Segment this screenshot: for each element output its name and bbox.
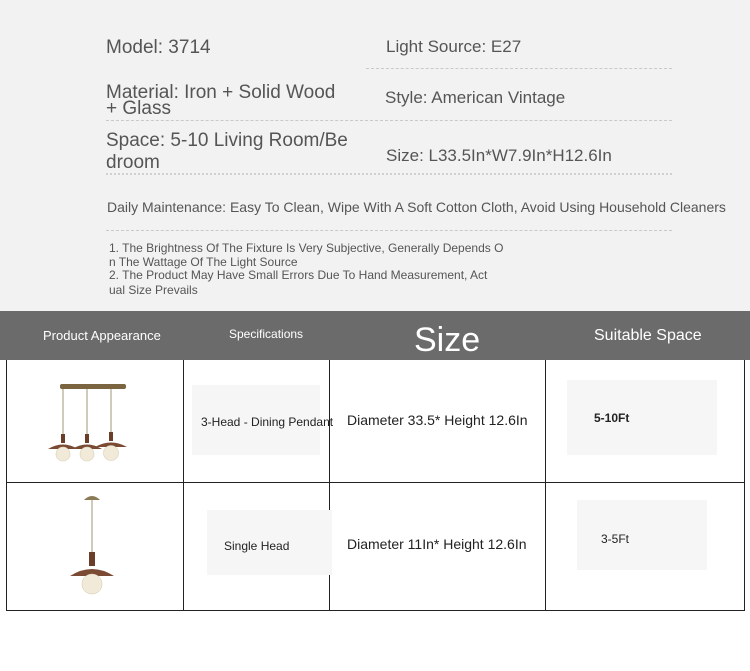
single-head-pendant-image xyxy=(62,492,122,600)
divider xyxy=(366,68,672,69)
row-divider xyxy=(7,482,744,483)
space-spec-line1: Space: 5-10 Living Room/Be xyxy=(106,130,348,151)
maintenance-spec: Daily Maintenance: Easy To Clean, Wipe With A Soft Cotton Cloth, Avoid Using Household Cleaners xyxy=(107,199,726,215)
divider xyxy=(106,173,672,175)
header-product-appearance: Product Appearance xyxy=(43,328,161,343)
cell-background xyxy=(577,500,707,570)
material-spec-line2: + Glass xyxy=(106,98,171,119)
note-line: 2. The Product May Have Small Errors Due To Hand Measurement, Act xyxy=(109,268,488,282)
size-spec: Size: L33.5In*W7.9In*H12.6In xyxy=(386,146,612,165)
note-line: 1. The Brightness Of The Fixture Is Very Subjective, Generally Depends O xyxy=(109,241,504,255)
divider xyxy=(106,120,672,121)
header-suitable-space: Suitable Space xyxy=(594,326,702,344)
table-header xyxy=(0,311,750,360)
header-specifications: Specifications xyxy=(229,326,304,341)
size-cell: Diameter 11In* Height 12.6In xyxy=(347,536,527,552)
space-cell: 3-5Ft xyxy=(601,532,630,546)
header-size: Size xyxy=(414,321,481,359)
style-spec: Style: American Vintage xyxy=(385,88,566,107)
space-cell: 5-10Ft xyxy=(594,411,630,425)
specs-panel xyxy=(0,0,750,311)
note-line: ual Size Prevails xyxy=(109,283,198,297)
space-spec-line2: droom xyxy=(106,152,160,173)
spec-cell: Single Head xyxy=(224,539,290,553)
size-cell: Diameter 33.5* Height 12.6In xyxy=(347,412,528,428)
light-source-spec: Light Source: E27 xyxy=(386,37,522,56)
divider xyxy=(106,230,672,231)
column-divider xyxy=(545,360,546,610)
note-line: n The Wattage Of The Light Source xyxy=(109,255,298,269)
cell-background xyxy=(567,380,717,455)
spec-cell: 3-Head - Dining Pendant xyxy=(201,415,334,429)
material-spec-line1: Material: Iron + Solid Wood xyxy=(106,82,336,103)
model-spec: Model: 3714 xyxy=(106,37,211,58)
product-table xyxy=(6,360,745,611)
column-divider xyxy=(183,360,184,610)
three-head-pendant-image xyxy=(43,374,143,466)
